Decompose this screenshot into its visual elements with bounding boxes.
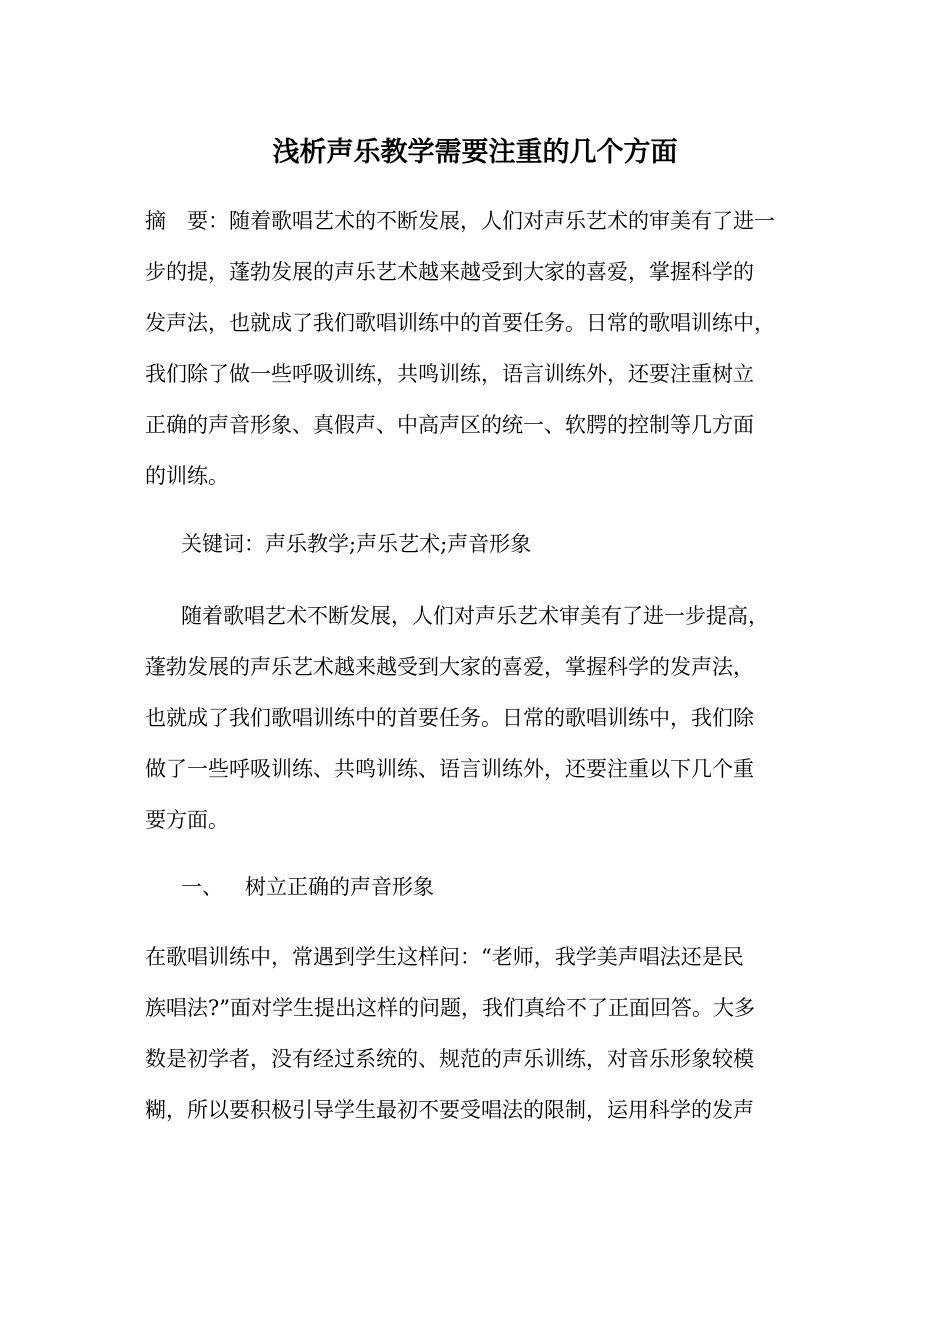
abstract-line: 摘 要：随着歌唱艺术的不断发展，人们对声乐艺术的审美有了进一 <box>145 209 775 233</box>
section-heading-line <box>145 862 810 913</box>
body-line: 数是初学者，没有经过系统的、规范的声乐训练，对音乐形象较模 <box>145 1047 754 1071</box>
body-line: 糊，所以要积极引导学生最初不要受唱法的限制，运用科学的发声 <box>145 1098 754 1122</box>
body-line: 在歌唱训练中，常遇到学生这样问：“老师，我学美声唱法还是民 <box>145 945 744 969</box>
keywords-paragraph <box>145 519 810 570</box>
intro-line: 也就成了我们歌唱训练中的首要任务。日常的歌唱训练中，我们除 <box>145 706 754 730</box>
section-heading <box>145 862 810 913</box>
section-number: 一、 <box>181 875 223 899</box>
body-line: 族唱法?”面对学生提出这样的问题，我们真给不了正面回答。大多 <box>145 996 755 1020</box>
intro-line: 要方面。 <box>145 808 229 832</box>
intro-line: 做了一些呼吸训练、共鸣训练、语言训练外，还要注重以下几个重 <box>145 757 754 781</box>
abstract-line: 正确的声音形象、真假声、中高声区的统一、软腭的控制等几方面 <box>145 413 754 437</box>
abstract-paragraph <box>145 196 810 502</box>
abstract-line: 的训练。 <box>145 464 229 488</box>
section-title: 树立正确的声音形象 <box>245 875 434 899</box>
abstract-line: 步的提，蓬勃发展的声乐艺术越来越受到大家的喜爱，掌握科学的 <box>145 260 754 284</box>
body-paragraph <box>145 932 810 1136</box>
keywords-line: 关键词：声乐教学;声乐艺术;声音形象 <box>181 532 532 556</box>
intro-line: 随着歌唱艺术不断发展，人们对声乐艺术审美有了进一步提高， <box>181 604 769 628</box>
abstract-line: 我们除了做一些呼吸训练，共鸣训练，语言训练外，还要注重树立 <box>145 362 754 386</box>
document-title: 浅析声乐教学需要注重的几个方面 <box>272 137 678 168</box>
intro-paragraph <box>145 591 810 846</box>
abstract-line: 发声法，也就成了我们歌唱训练中的首要任务。日常的歌唱训练中， <box>145 311 775 335</box>
intro-line: 蓬勃发展的声乐艺术越来越受到大家的喜爱，掌握科学的发声法， <box>145 655 754 679</box>
